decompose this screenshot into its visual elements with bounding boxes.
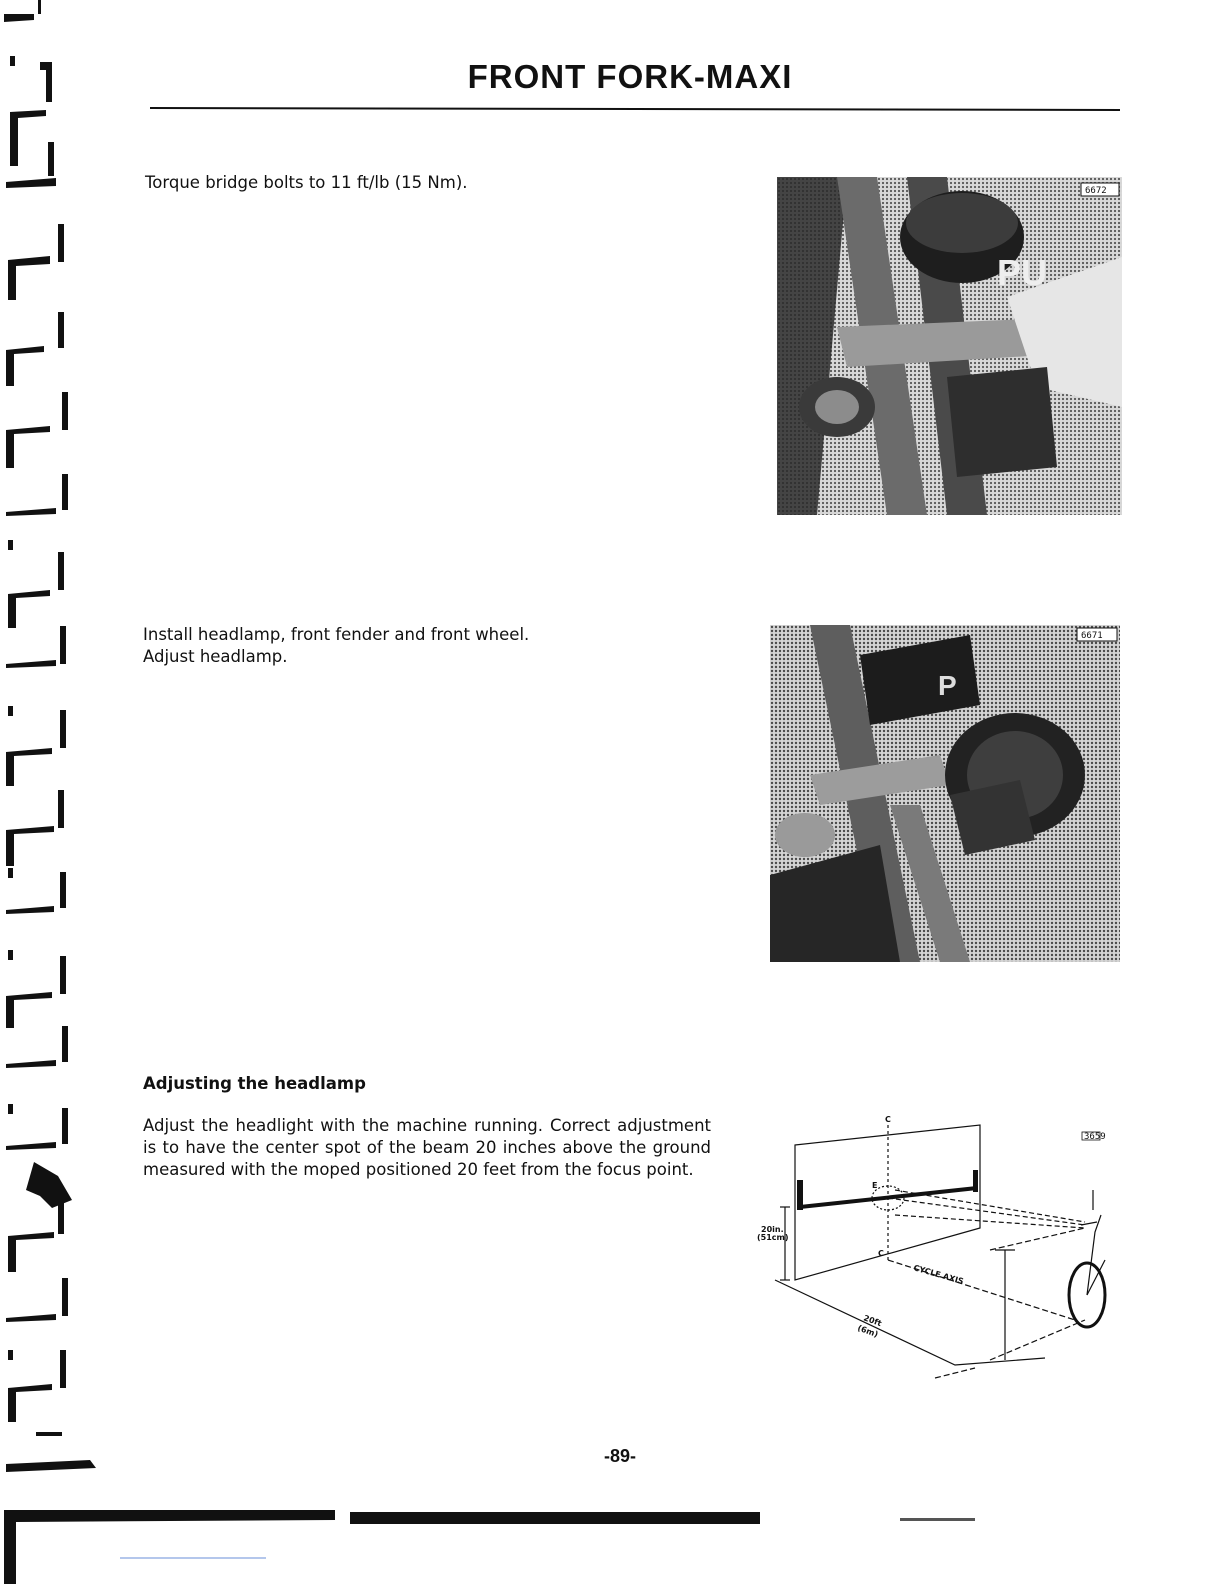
adjusting-paragraph: Adjust the headlight with the machine running. Correct adjustment is to have the center spot of the beam 20 inches above the ground measured with the moped positioned 20 feet from the focus point. — [143, 1116, 711, 1179]
install-line-2: Adjust headlamp. — [143, 647, 288, 666]
install-instructions — [143, 624, 703, 668]
headlamp-alignment-diagram — [745, 1110, 1125, 1390]
diagram-label-e: E — [872, 1181, 878, 1190]
diagram-distance-metric: (6m) — [856, 1323, 880, 1340]
page-title: FRONT FORK-MAXI — [467, 58, 793, 95]
install-line-1: Install headlamp, front fender and front wheel. — [143, 625, 530, 644]
figure-tag-torque: 6672 — [1085, 186, 1107, 196]
svg-text:PU: PU — [997, 252, 1048, 293]
diagram-height-metric: (51cm) — [757, 1233, 789, 1242]
page-number: -89- — [603, 1446, 636, 1466]
binding-marks — [0, 0, 110, 1584]
diagram-label-c-bottom: C — [878, 1249, 884, 1258]
torque-bridge-photo — [777, 177, 1122, 515]
headlamp-photo — [770, 625, 1120, 962]
diagram-cycle-axis-label: CYCLE AXIS — [912, 1263, 965, 1287]
diagram-height-label: 20in. — [761, 1225, 784, 1234]
figure-tag-headlamp: 6671 — [1081, 631, 1103, 641]
diagram-label-c-top: C — [885, 1115, 891, 1124]
figure-tag-diagram: 3659 — [1084, 1132, 1106, 1142]
adjusting-heading: Adjusting the headlamp — [143, 1074, 366, 1093]
bottom-border-bars — [0, 1500, 1224, 1584]
svg-text:P: P — [938, 670, 957, 701]
header-rule — [150, 103, 1120, 115]
diagram-distance-label: 20ft — [862, 1313, 883, 1329]
torque-instruction: Torque bridge bolts to 11 ft/lb (15 Nm). — [145, 173, 468, 192]
